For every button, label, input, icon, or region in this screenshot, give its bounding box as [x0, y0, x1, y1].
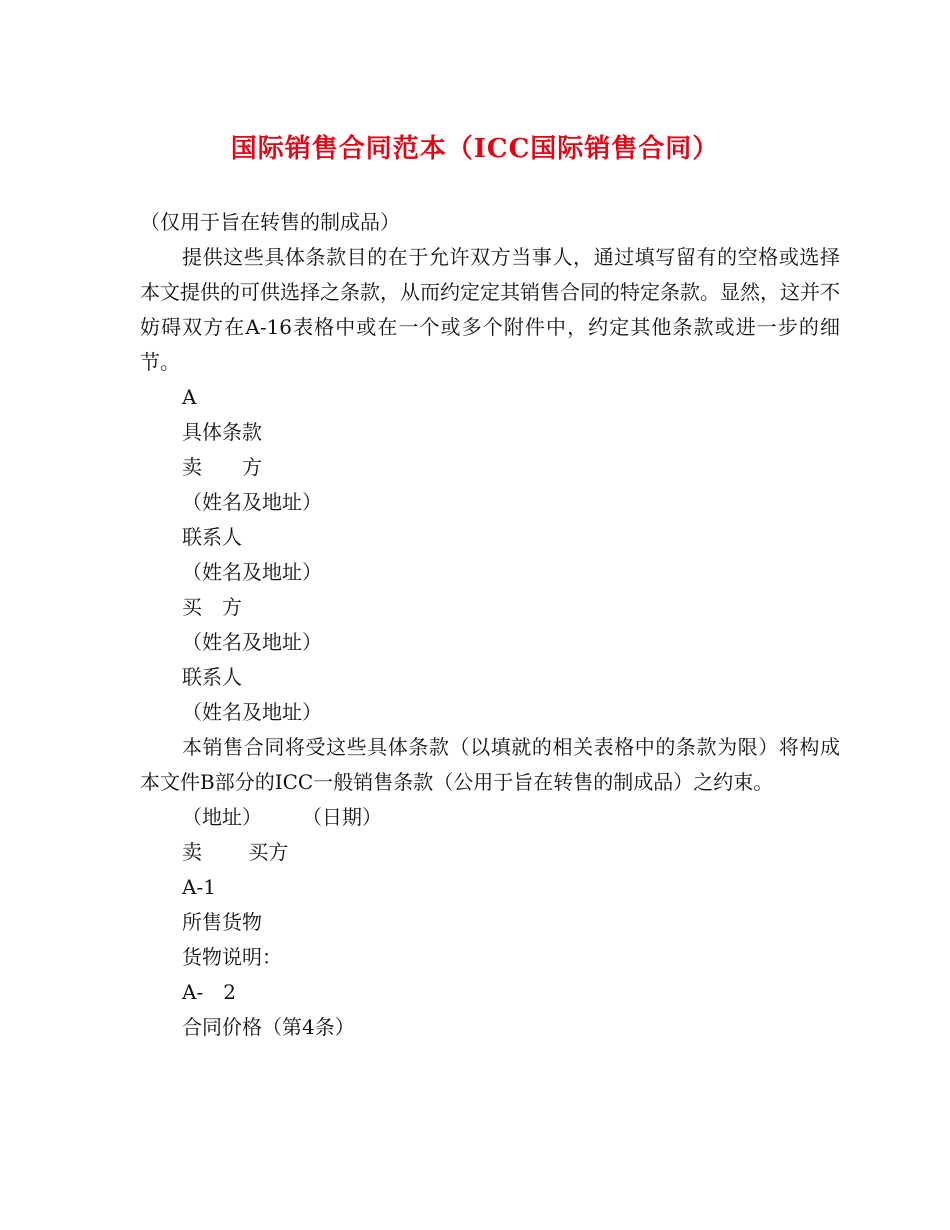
goods-description-label: 货物说明：	[182, 945, 282, 969]
document-title: 国际销售合同范本（ICC国际销售合同）	[230, 134, 720, 164]
seller-name-address: （姓名及地址）	[182, 490, 322, 514]
buyer-label: 买 方	[182, 595, 242, 619]
binding-paragraph: 本销售合同将受这些具体条款（以填就的相关表格中的条款为限）将构成本文件B部分的ICC一般销售条款（公用于旨在转售的制成品）之约束。	[140, 735, 840, 794]
section-a2-title: 合同价格（第4条）	[182, 1015, 355, 1039]
section-a1-title: 所售货物	[182, 910, 262, 934]
buyer-contact-name-address: （姓名及地址）	[182, 700, 322, 724]
document-body	[140, 205, 840, 1045]
scope-note: （仅用于旨在转售的制成品）	[140, 210, 400, 234]
intro-paragraph: 提供这些具体条款目的在于允许双方当事人，通过填写留有的空格或选择本文提供的可供选择之条款，从而约定定其销售合同的特定条款。显然，这并不妨碍双方在A-16表格中或在一个或多个附件中，约定其他条款或进一步的细节。	[140, 245, 840, 374]
seller-contact-label: 联系人	[182, 525, 242, 549]
signatures-line: 卖 买方	[182, 840, 289, 864]
part-label: A	[182, 385, 197, 409]
buyer-contact-label: 联系人	[182, 665, 242, 689]
seller-contact-name-address: （姓名及地址）	[182, 560, 322, 584]
section-a2-label: A- 2	[182, 980, 236, 1004]
seller-label: 卖 方	[182, 455, 262, 479]
place-date-line: （地址） （日期）	[182, 805, 382, 829]
section-a1-label: A-1	[182, 875, 216, 899]
part-title: 具体条款	[182, 420, 262, 444]
buyer-name-address: （姓名及地址）	[182, 630, 322, 654]
